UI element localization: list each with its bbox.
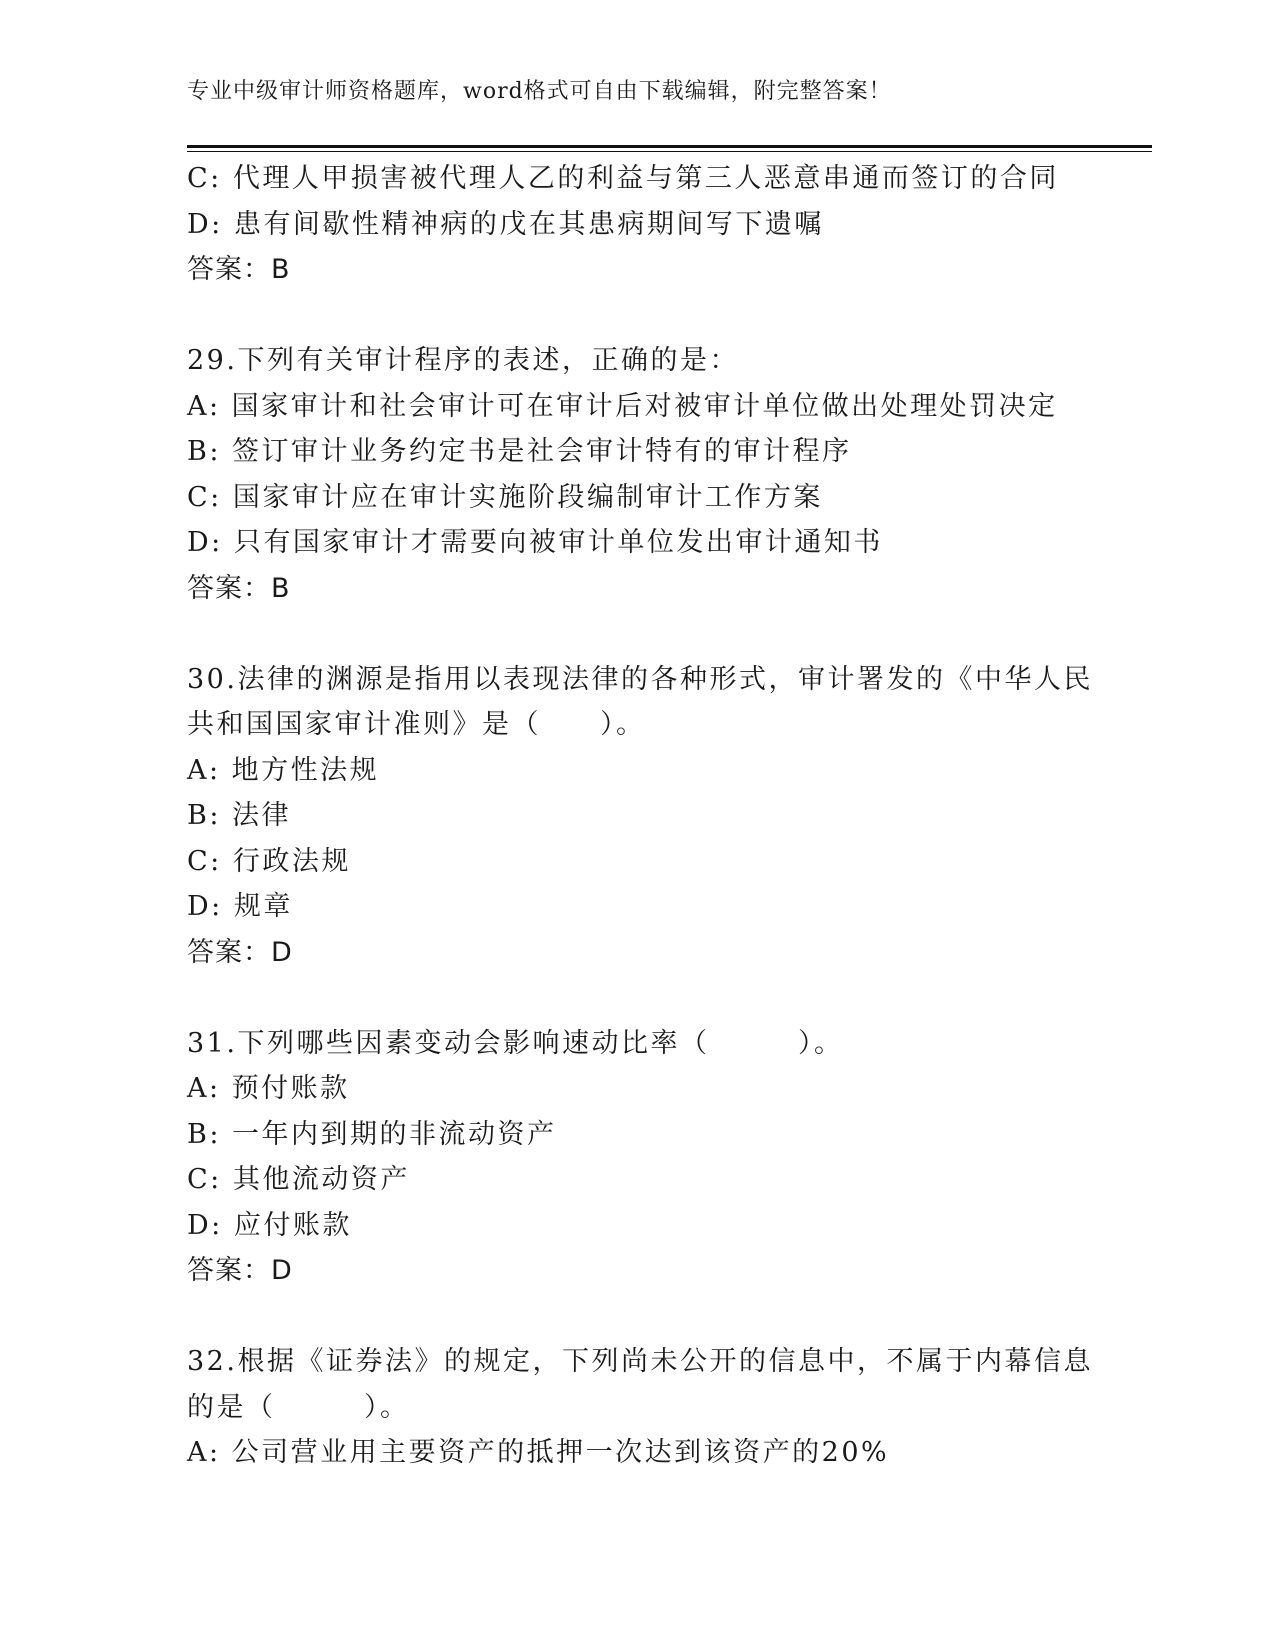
option-a: A: 预付账款 <box>187 1073 350 1104</box>
option-c: C: 其他流动资产 <box>187 1164 410 1195</box>
question-29 <box>187 338 1087 611</box>
question-stem-cont: 的是（ ）。 <box>187 1391 410 1423</box>
option-c: C: 国家审计应在审计实施阶段编制审计工作方案 <box>187 481 823 513</box>
option-d: D: 应付账款 <box>187 1209 352 1241</box>
option-d: D: 规章 <box>187 891 293 922</box>
option-a: A: 公司营业用主要资产的抵押一次达到该资产的20% <box>187 1437 890 1468</box>
option-a: A: 国家审计和社会审计可在审计后对被审计单位做出处理处罚决定 <box>187 390 1058 422</box>
question-stem: 29.下列有关审计程序的表述，正确的是： <box>187 345 739 376</box>
question-list <box>187 156 1093 1476</box>
question-31 <box>187 1021 1087 1294</box>
question-30 <box>187 657 1093 976</box>
option-d: D: 患有间歇性精神病的戊在其患病期间写下遗嘱 <box>187 208 824 240</box>
option-b: B: 一年内到期的非流动资产 <box>187 1118 557 1150</box>
answer: 答案：D <box>187 936 293 968</box>
header-rule-thick <box>187 145 1152 148</box>
header-rule-thin <box>187 151 1152 152</box>
answer: 答案：B <box>187 254 291 285</box>
question-stem-cont: 共和国国家审计准则》是（ ）。 <box>187 709 646 740</box>
option-c: C: 行政法规 <box>187 845 351 877</box>
answer: 答案：B <box>187 572 291 604</box>
question-stem: 31.下列哪些因素变动会影响速动比率（ ）。 <box>187 1027 844 1059</box>
question-28-tail <box>187 156 1087 293</box>
page-header: 专业中级审计师资格题库，word格式可自由下载编辑，附完整答案！ <box>187 79 892 104</box>
option-b: B: 签订审计业务约定书是社会审计特有的审计程序 <box>187 436 852 467</box>
question-32 <box>187 1339 1093 1476</box>
question-stem: 32.根据《证券法》的规定，下列尚未公开的信息中，不属于内幕信息 <box>187 1346 1093 1377</box>
question-stem: 30.法律的渊源是指用以表现法律的各种形式，审计署发的《中华人民 <box>187 663 1093 695</box>
answer: 答案：D <box>187 1255 293 1286</box>
option-b: B: 法律 <box>187 800 292 831</box>
option-a: A: 地方性法规 <box>187 754 380 786</box>
option-d: D: 只有国家审计才需要向被审计单位发出审计通知书 <box>187 527 883 558</box>
option-c: C: 代理人甲损害被代理人乙的利益与第三人恶意串通而签订的合同 <box>187 163 1059 194</box>
